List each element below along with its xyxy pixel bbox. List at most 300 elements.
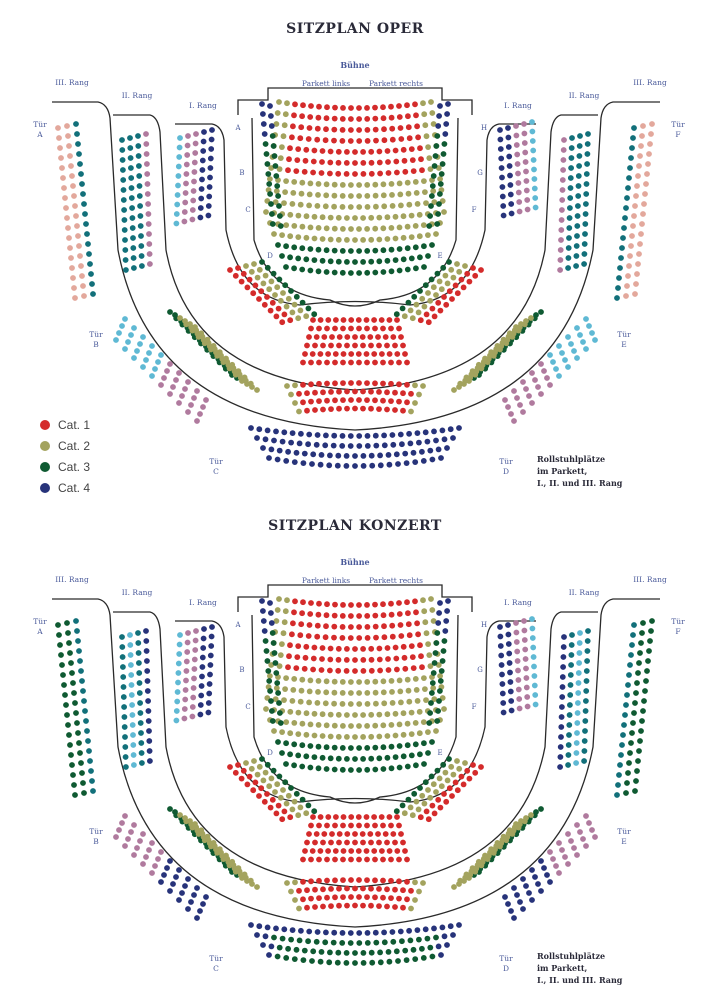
seat[interactable] <box>522 637 528 643</box>
seat[interactable] <box>365 433 371 439</box>
seat[interactable] <box>143 141 149 147</box>
seat[interactable] <box>283 458 289 464</box>
seat[interactable] <box>249 269 255 275</box>
seat[interactable] <box>324 612 330 618</box>
seat[interactable] <box>136 660 142 666</box>
seat[interactable] <box>64 620 70 626</box>
seat[interactable] <box>631 213 637 219</box>
seat[interactable] <box>344 646 350 652</box>
seat[interactable] <box>625 682 631 688</box>
seat[interactable] <box>397 246 403 252</box>
seat[interactable] <box>577 650 583 656</box>
seat[interactable] <box>264 648 270 654</box>
seat[interactable] <box>478 267 484 273</box>
seat[interactable] <box>364 116 370 122</box>
seat[interactable] <box>191 179 197 185</box>
seat[interactable] <box>336 215 342 221</box>
seat[interactable] <box>306 803 312 809</box>
seat[interactable] <box>290 698 296 704</box>
seat[interactable] <box>413 112 419 118</box>
seat[interactable] <box>176 670 182 676</box>
seat[interactable] <box>522 150 528 156</box>
seat[interactable] <box>414 799 420 805</box>
seat[interactable] <box>376 215 382 221</box>
seat[interactable] <box>574 750 580 756</box>
seat[interactable] <box>523 656 529 662</box>
seat[interactable] <box>365 127 371 133</box>
seat[interactable] <box>574 243 580 249</box>
seat[interactable] <box>145 698 151 704</box>
seat[interactable] <box>291 244 297 250</box>
seat[interactable] <box>201 129 207 135</box>
seat[interactable] <box>387 814 393 820</box>
seat[interactable] <box>381 766 387 772</box>
seat[interactable] <box>360 646 366 652</box>
seat[interactable] <box>439 668 445 674</box>
seat[interactable] <box>190 207 196 213</box>
seat[interactable] <box>448 267 454 273</box>
seat[interactable] <box>382 442 388 448</box>
seat[interactable] <box>129 195 135 201</box>
seat[interactable] <box>356 116 362 122</box>
seat[interactable] <box>324 823 330 829</box>
seat[interactable] <box>561 654 567 660</box>
seat[interactable] <box>177 632 183 638</box>
seat[interactable] <box>415 698 421 704</box>
seat[interactable] <box>397 192 403 198</box>
seat[interactable] <box>643 181 649 187</box>
seat[interactable] <box>413 762 419 768</box>
seat[interactable] <box>310 317 316 323</box>
seat[interactable] <box>207 175 213 181</box>
seat[interactable] <box>455 787 461 793</box>
seat[interactable] <box>522 140 528 146</box>
seat[interactable] <box>544 375 550 381</box>
seat[interactable] <box>524 197 530 203</box>
seat[interactable] <box>380 398 386 404</box>
seat[interactable] <box>85 738 91 744</box>
seat[interactable] <box>263 933 269 939</box>
seat[interactable] <box>482 853 488 859</box>
seat[interactable] <box>550 856 556 862</box>
seat[interactable] <box>308 225 314 231</box>
seat[interactable] <box>122 346 128 352</box>
seat[interactable] <box>271 438 277 444</box>
seat[interactable] <box>498 137 504 143</box>
seat[interactable] <box>344 389 350 395</box>
seat[interactable] <box>340 745 346 751</box>
seat[interactable] <box>589 827 595 833</box>
seat[interactable] <box>424 630 430 636</box>
seat[interactable] <box>243 263 249 269</box>
seat[interactable] <box>316 678 322 684</box>
seat[interactable] <box>307 192 313 198</box>
seat[interactable] <box>66 640 72 646</box>
seat[interactable] <box>184 668 190 674</box>
seat[interactable] <box>445 281 451 287</box>
seat[interactable] <box>78 263 84 269</box>
seat[interactable] <box>188 402 194 408</box>
seat[interactable] <box>128 652 134 658</box>
seat[interactable] <box>623 702 629 708</box>
seat[interactable] <box>158 849 164 855</box>
seat[interactable] <box>176 370 182 376</box>
seat[interactable] <box>201 636 207 642</box>
seat[interactable] <box>567 692 573 698</box>
seat[interactable] <box>293 665 299 671</box>
seat[interactable] <box>632 788 638 794</box>
seat[interactable] <box>462 263 468 269</box>
seat[interactable] <box>324 398 330 404</box>
seat[interactable] <box>193 131 199 137</box>
seat[interactable] <box>629 642 635 648</box>
seat[interactable] <box>509 708 515 714</box>
seat[interactable] <box>70 275 76 281</box>
seat[interactable] <box>333 814 339 820</box>
seat[interactable] <box>427 710 433 716</box>
seat[interactable] <box>76 740 82 746</box>
seat[interactable] <box>348 317 354 323</box>
seat[interactable] <box>626 672 632 678</box>
seat[interactable] <box>130 712 136 718</box>
seat[interactable] <box>405 267 411 273</box>
seat[interactable] <box>138 730 144 736</box>
seat[interactable] <box>122 813 128 819</box>
seat[interactable] <box>284 597 290 603</box>
seat[interactable] <box>312 257 318 263</box>
seat[interactable] <box>348 701 354 707</box>
seat[interactable] <box>75 638 81 644</box>
seat[interactable] <box>337 831 343 837</box>
seat[interactable] <box>332 270 338 276</box>
seat[interactable] <box>433 231 439 237</box>
seat[interactable] <box>294 654 300 660</box>
seat[interactable] <box>294 157 300 163</box>
seat[interactable] <box>432 811 438 817</box>
seat[interactable] <box>333 317 339 323</box>
seat[interactable] <box>369 960 375 966</box>
seat[interactable] <box>369 668 375 674</box>
seat[interactable] <box>450 932 456 938</box>
seat[interactable] <box>523 666 529 672</box>
seat[interactable] <box>296 710 302 716</box>
seat[interactable] <box>625 770 631 776</box>
seat[interactable] <box>470 265 476 271</box>
seat[interactable] <box>381 115 387 121</box>
seat[interactable] <box>316 268 322 274</box>
seat[interactable] <box>368 406 374 412</box>
seat[interactable] <box>324 878 330 884</box>
seat[interactable] <box>185 133 191 139</box>
seat[interactable] <box>568 185 574 191</box>
seat[interactable] <box>122 734 128 740</box>
seat[interactable] <box>525 704 531 710</box>
seat[interactable] <box>83 221 89 227</box>
seat[interactable] <box>283 111 289 117</box>
seat[interactable] <box>379 814 385 820</box>
seat[interactable] <box>263 706 269 712</box>
seat[interactable] <box>327 171 333 177</box>
seat[interactable] <box>399 938 405 944</box>
seat[interactable] <box>372 894 378 900</box>
seat[interactable] <box>532 673 538 679</box>
seat[interactable] <box>649 121 655 127</box>
seat[interactable] <box>262 628 268 634</box>
seat[interactable] <box>517 899 523 905</box>
seat[interactable] <box>129 702 135 708</box>
seat[interactable] <box>344 171 350 177</box>
seat[interactable] <box>306 203 312 209</box>
seat[interactable] <box>121 207 127 213</box>
seat[interactable] <box>517 209 523 215</box>
seat[interactable] <box>261 121 267 127</box>
seat[interactable] <box>561 634 567 640</box>
seat[interactable] <box>352 334 358 340</box>
seat[interactable] <box>324 857 330 863</box>
seat[interactable] <box>303 810 309 816</box>
seat[interactable] <box>418 653 424 659</box>
seat[interactable] <box>412 956 418 962</box>
seat[interactable] <box>203 397 209 403</box>
seat[interactable] <box>431 429 437 435</box>
seat[interactable] <box>364 270 370 276</box>
seat[interactable] <box>369 171 375 177</box>
seat[interactable] <box>248 878 254 884</box>
seat[interactable] <box>122 724 128 730</box>
seat[interactable] <box>58 652 64 658</box>
seat[interactable] <box>348 814 354 820</box>
seat[interactable] <box>323 623 329 629</box>
seat[interactable] <box>529 897 535 903</box>
seat[interactable] <box>137 193 143 199</box>
seat[interactable] <box>428 203 434 209</box>
seat[interactable] <box>261 281 267 287</box>
seat[interactable] <box>571 845 577 851</box>
seat[interactable] <box>315 623 321 629</box>
seat[interactable] <box>456 766 462 772</box>
seat[interactable] <box>65 722 71 728</box>
seat[interactable] <box>529 119 535 125</box>
seat[interactable] <box>369 463 375 469</box>
seat[interactable] <box>306 700 312 706</box>
seat[interactable] <box>176 173 182 179</box>
seat[interactable] <box>136 670 142 676</box>
seat[interactable] <box>301 957 307 963</box>
seat[interactable] <box>73 710 79 716</box>
seat[interactable] <box>348 679 354 685</box>
seat[interactable] <box>508 679 514 685</box>
seat[interactable] <box>381 247 387 253</box>
seat[interactable] <box>560 684 566 690</box>
seat[interactable] <box>387 462 393 468</box>
seat[interactable] <box>192 647 198 653</box>
seat[interactable] <box>136 650 142 656</box>
seat[interactable] <box>567 195 573 201</box>
seat[interactable] <box>155 856 161 862</box>
seat[interactable] <box>256 426 262 432</box>
seat[interactable] <box>641 201 647 207</box>
seat[interactable] <box>566 752 572 758</box>
seat[interactable] <box>173 874 179 880</box>
seat[interactable] <box>389 722 395 728</box>
seat[interactable] <box>437 600 443 606</box>
seat[interactable] <box>488 349 494 355</box>
seat[interactable] <box>404 857 410 863</box>
seat[interactable] <box>530 626 536 632</box>
seat[interactable] <box>185 906 191 912</box>
seat[interactable] <box>348 613 354 619</box>
seat[interactable] <box>437 176 443 182</box>
seat[interactable] <box>320 407 326 413</box>
seat[interactable] <box>288 937 294 943</box>
seat[interactable] <box>364 326 370 332</box>
seat[interactable] <box>122 237 128 243</box>
seat[interactable] <box>408 938 414 944</box>
seat[interactable] <box>283 264 289 270</box>
seat[interactable] <box>340 433 346 439</box>
seat[interactable] <box>147 251 153 257</box>
seat[interactable] <box>336 646 342 652</box>
seat[interactable] <box>356 248 362 254</box>
seat[interactable] <box>287 317 293 323</box>
seat[interactable] <box>311 808 317 814</box>
seat[interactable] <box>265 668 271 674</box>
seat[interactable] <box>395 958 401 964</box>
seat[interactable] <box>198 712 204 718</box>
seat[interactable] <box>278 298 284 304</box>
seat[interactable] <box>275 739 281 745</box>
seat[interactable] <box>279 816 285 822</box>
seat[interactable] <box>352 756 358 762</box>
seat[interactable] <box>283 178 289 184</box>
seat[interactable] <box>356 326 362 332</box>
seat[interactable] <box>413 720 419 726</box>
seat[interactable] <box>397 689 403 695</box>
seat[interactable] <box>392 343 398 349</box>
seat[interactable] <box>327 160 333 166</box>
seat[interactable] <box>300 300 306 306</box>
seat[interactable] <box>64 123 70 129</box>
seat[interactable] <box>283 675 289 681</box>
seat[interactable] <box>265 265 271 271</box>
seat[interactable] <box>558 724 564 730</box>
seat[interactable] <box>251 261 257 267</box>
seat[interactable] <box>419 793 425 799</box>
seat[interactable] <box>264 791 270 797</box>
seat[interactable] <box>582 221 588 227</box>
seat[interactable] <box>559 217 565 223</box>
seat[interactable] <box>327 950 333 956</box>
seat[interactable] <box>206 691 212 697</box>
seat[interactable] <box>377 160 383 166</box>
seat[interactable] <box>292 598 298 604</box>
seat[interactable] <box>274 183 280 189</box>
seat[interactable] <box>412 400 418 406</box>
seat[interactable] <box>418 317 424 323</box>
seat[interactable] <box>119 147 125 153</box>
seat[interactable] <box>364 894 370 900</box>
seat[interactable] <box>344 756 350 762</box>
seat[interactable] <box>364 745 370 751</box>
seat[interactable] <box>632 700 638 706</box>
seat[interactable] <box>568 682 574 688</box>
seat[interactable] <box>80 191 86 197</box>
seat[interactable] <box>291 741 297 747</box>
seat[interactable] <box>176 154 182 160</box>
seat[interactable] <box>182 815 188 821</box>
seat[interactable] <box>501 337 507 343</box>
seat[interactable] <box>331 433 337 439</box>
seat[interactable] <box>372 857 378 863</box>
seat[interactable] <box>315 203 321 209</box>
seat[interactable] <box>184 659 190 665</box>
seat[interactable] <box>259 756 265 762</box>
seat[interactable] <box>352 831 358 837</box>
seat[interactable] <box>629 233 635 239</box>
seat[interactable] <box>434 143 440 149</box>
seat[interactable] <box>192 666 198 672</box>
seat[interactable] <box>431 926 437 932</box>
seat[interactable] <box>296 213 302 219</box>
seat[interactable] <box>433 153 439 159</box>
seat[interactable] <box>266 181 272 187</box>
seat[interactable] <box>360 734 366 740</box>
seat[interactable] <box>589 330 595 336</box>
seat[interactable] <box>361 950 367 956</box>
seat[interactable] <box>634 768 640 774</box>
seat[interactable] <box>89 281 95 287</box>
seat[interactable] <box>120 177 126 183</box>
seat[interactable] <box>81 698 87 704</box>
seat[interactable] <box>392 904 398 910</box>
seat[interactable] <box>261 778 267 784</box>
seat[interactable] <box>339 443 345 449</box>
seat[interactable] <box>177 135 183 141</box>
seat[interactable] <box>303 753 309 759</box>
seat[interactable] <box>515 161 521 167</box>
seat[interactable] <box>253 283 259 289</box>
seat[interactable] <box>441 791 447 797</box>
seat[interactable] <box>131 752 137 758</box>
seat[interactable] <box>422 801 428 807</box>
seat[interactable] <box>120 654 126 660</box>
seat[interactable] <box>559 704 565 710</box>
seat[interactable] <box>368 259 374 265</box>
seat[interactable] <box>425 144 431 150</box>
seat[interactable] <box>324 678 330 684</box>
seat[interactable] <box>325 317 331 323</box>
seat[interactable] <box>146 708 152 714</box>
seat[interactable] <box>206 194 212 200</box>
seat[interactable] <box>356 602 362 608</box>
seat[interactable] <box>569 155 575 161</box>
seat[interactable] <box>122 744 128 750</box>
seat[interactable] <box>90 788 96 794</box>
seat[interactable] <box>284 880 290 886</box>
seat[interactable] <box>630 632 636 638</box>
seat[interactable] <box>64 215 70 221</box>
seat[interactable] <box>444 111 450 117</box>
seat[interactable] <box>381 930 387 936</box>
seat[interactable] <box>413 179 419 185</box>
seat[interactable] <box>285 664 291 670</box>
seat[interactable] <box>279 319 285 325</box>
seat[interactable] <box>333 848 339 854</box>
seat[interactable] <box>146 221 152 227</box>
seat[interactable] <box>268 698 274 704</box>
seat[interactable] <box>320 236 326 242</box>
seat[interactable] <box>311 656 317 662</box>
